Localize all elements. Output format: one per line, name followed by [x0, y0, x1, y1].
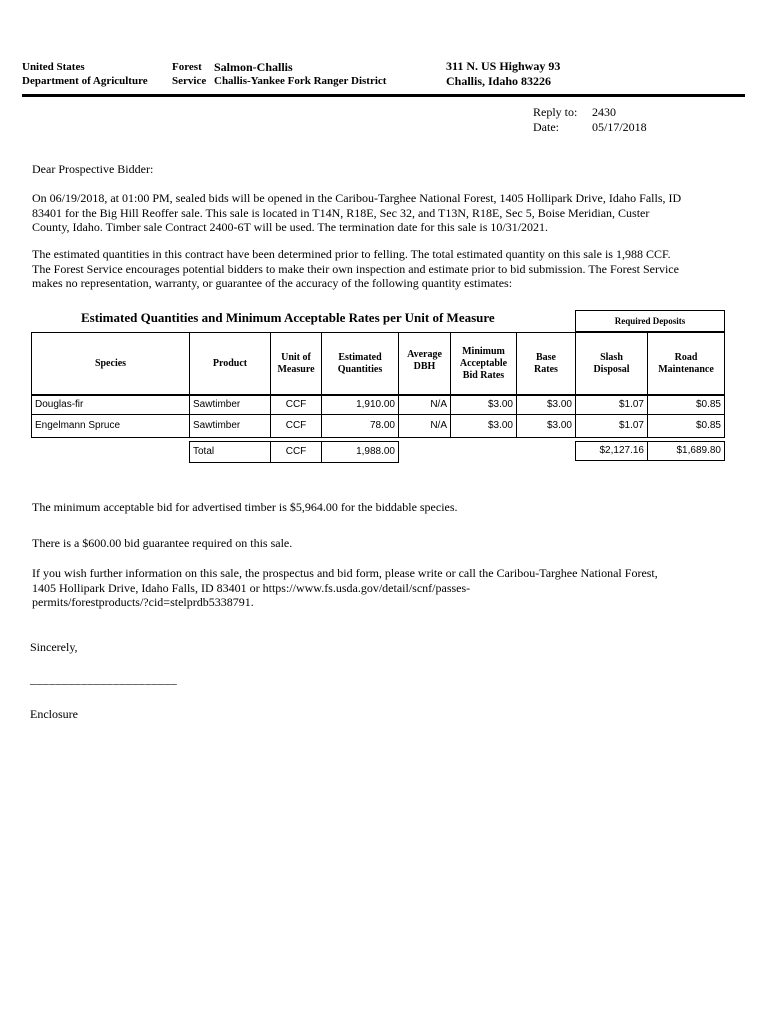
table-row-1-qty: 1,910.00	[321, 395, 399, 415]
table-row-2-base-rate: $3.00	[516, 414, 576, 438]
table-row-2-qty: 78.00	[321, 414, 399, 438]
table-row-2-min-rate: $3.00	[450, 414, 517, 438]
quantity-paragraph-line: The Forest Service encourages potential bidders to make their own inspection and estimate prior to bid submission. The Forest Service	[32, 261, 679, 276]
salutation: Dear Prospective Bidder:	[32, 162, 154, 176]
unit-line-2: Challis-Yankee Fork Ranger District	[214, 75, 387, 87]
header-road: Road Maintenance	[647, 332, 725, 395]
total-road: $1,689.80	[647, 441, 725, 461]
agency-name	[22, 60, 148, 88]
total-qty: 1,988.00	[321, 441, 399, 463]
table-row-1-unit: CCF	[270, 395, 322, 415]
date-value: 05/17/2018	[592, 119, 647, 134]
agency-line-2: Department of Agriculture	[22, 75, 148, 87]
total-slash: $2,127.16	[575, 441, 648, 461]
info-paragraph	[32, 566, 752, 610]
reply-label: Reply to:	[533, 105, 578, 119]
address-line-1: 311 N. US Highway 93	[446, 59, 561, 73]
signature-line: _______________________	[30, 672, 178, 686]
table-row-2-dbh: N/A	[398, 414, 451, 438]
header-species: Species	[31, 332, 190, 395]
sale-paragraph-line: On 06/19/2018, at 01:00 PM, sealed bids will be opened in the Caribou-Targhee National Forest, 1405 Hollipark Drive, Idaho Falls, ID	[32, 191, 682, 205]
table-row-2-product: Sawtimber	[189, 414, 271, 438]
header-base-rate: Base Rates	[516, 332, 576, 395]
info-paragraph-line: 1405 Hollipark Drive, Idaho Falls, ID 83401 or https://www.fs.usda.gov/detail/scnf/passes-	[32, 580, 471, 595]
table-row-1-road: $0.85	[647, 395, 725, 415]
forest-service-label	[172, 60, 206, 88]
table-row-1-product: Sawtimber	[189, 395, 271, 415]
quantity-paragraph	[32, 247, 752, 291]
total-unit: CCF	[270, 441, 322, 463]
table-title: Estimated Quantities and Minimum Acceptable Rates per Unit of Measure	[81, 310, 495, 325]
date-label: Date:	[533, 119, 559, 134]
forest-label: Forest	[172, 61, 202, 73]
sale-paragraph-line: 83401 for the Big Hill Reoffer sale. This sale is located in T14N, R18E, Sec 32, and T13N, R18E, Sec 5, Boise Meridian, Custer	[32, 205, 650, 220]
table-row-2-unit: CCF	[270, 414, 322, 438]
table-row-1-species: Douglas-fir	[31, 395, 190, 415]
service-label: Service	[172, 75, 207, 87]
reply-block	[533, 105, 647, 134]
table-row-1-dbh: N/A	[398, 395, 451, 415]
required-deposits-header: Required Deposits	[575, 310, 725, 332]
table-row-2-species: Engelmann Spruce	[31, 414, 190, 438]
total-label: Total	[189, 441, 271, 463]
table-row-1-slash: $1.07	[575, 395, 648, 415]
sale-paragraph	[32, 191, 752, 235]
info-paragraph-line: If you wish further information on this sale, the prospectus and bid form, please write or call the Caribou-Targhee National Forest,	[32, 566, 658, 580]
table-row-1-min-rate: $3.00	[450, 395, 517, 415]
agency-line-1: United States	[22, 61, 85, 73]
address-line-2: Challis, Idaho 83226	[446, 74, 552, 88]
unit-name	[214, 60, 386, 88]
office-address	[446, 59, 560, 89]
info-paragraph-line: permits/forestproducts/?cid=stelprdb5338791.	[32, 595, 254, 609]
closing: Sincerely,	[30, 640, 78, 654]
sale-paragraph-line: County, Idaho. Timber sale Contract 2400-6T will be used. The termination date for this sale is 10/31/2021.	[32, 220, 549, 234]
header-unit: Unit of Measure	[270, 332, 322, 395]
header-min-rate: Minimum Acceptable Bid Rates	[450, 332, 517, 395]
header-dbh: Average DBH	[398, 332, 451, 395]
bid-guarantee-text: There is a $600.00 bid guarantee required on this sale.	[32, 536, 293, 550]
letterhead-rule	[22, 94, 745, 97]
reply-value: 2430	[592, 105, 616, 119]
unit-line-1: Salmon-Challis	[214, 60, 293, 74]
table-row-1-base-rate: $3.00	[516, 395, 576, 415]
table-row-2-road: $0.85	[647, 414, 725, 438]
header-product: Product	[189, 332, 271, 395]
table-row-2-slash: $1.07	[575, 414, 648, 438]
quantity-paragraph-line: The estimated quantities in this contract have been determined prior to felling. The total estimated quantity on this sale is 1,988 CCF.	[32, 247, 671, 261]
minimum-bid-text: The minimum acceptable bid for advertised timber is $5,964.00 for the biddable species.	[32, 500, 458, 514]
header-slash: Slash Disposal	[575, 332, 648, 395]
header-estimated: Estimated Quantities	[321, 332, 399, 395]
quantity-paragraph-line: makes no representation, warranty, or guarantee of the accuracy of the following quantity estimates:	[32, 276, 513, 290]
enclosure: Enclosure	[30, 707, 78, 721]
